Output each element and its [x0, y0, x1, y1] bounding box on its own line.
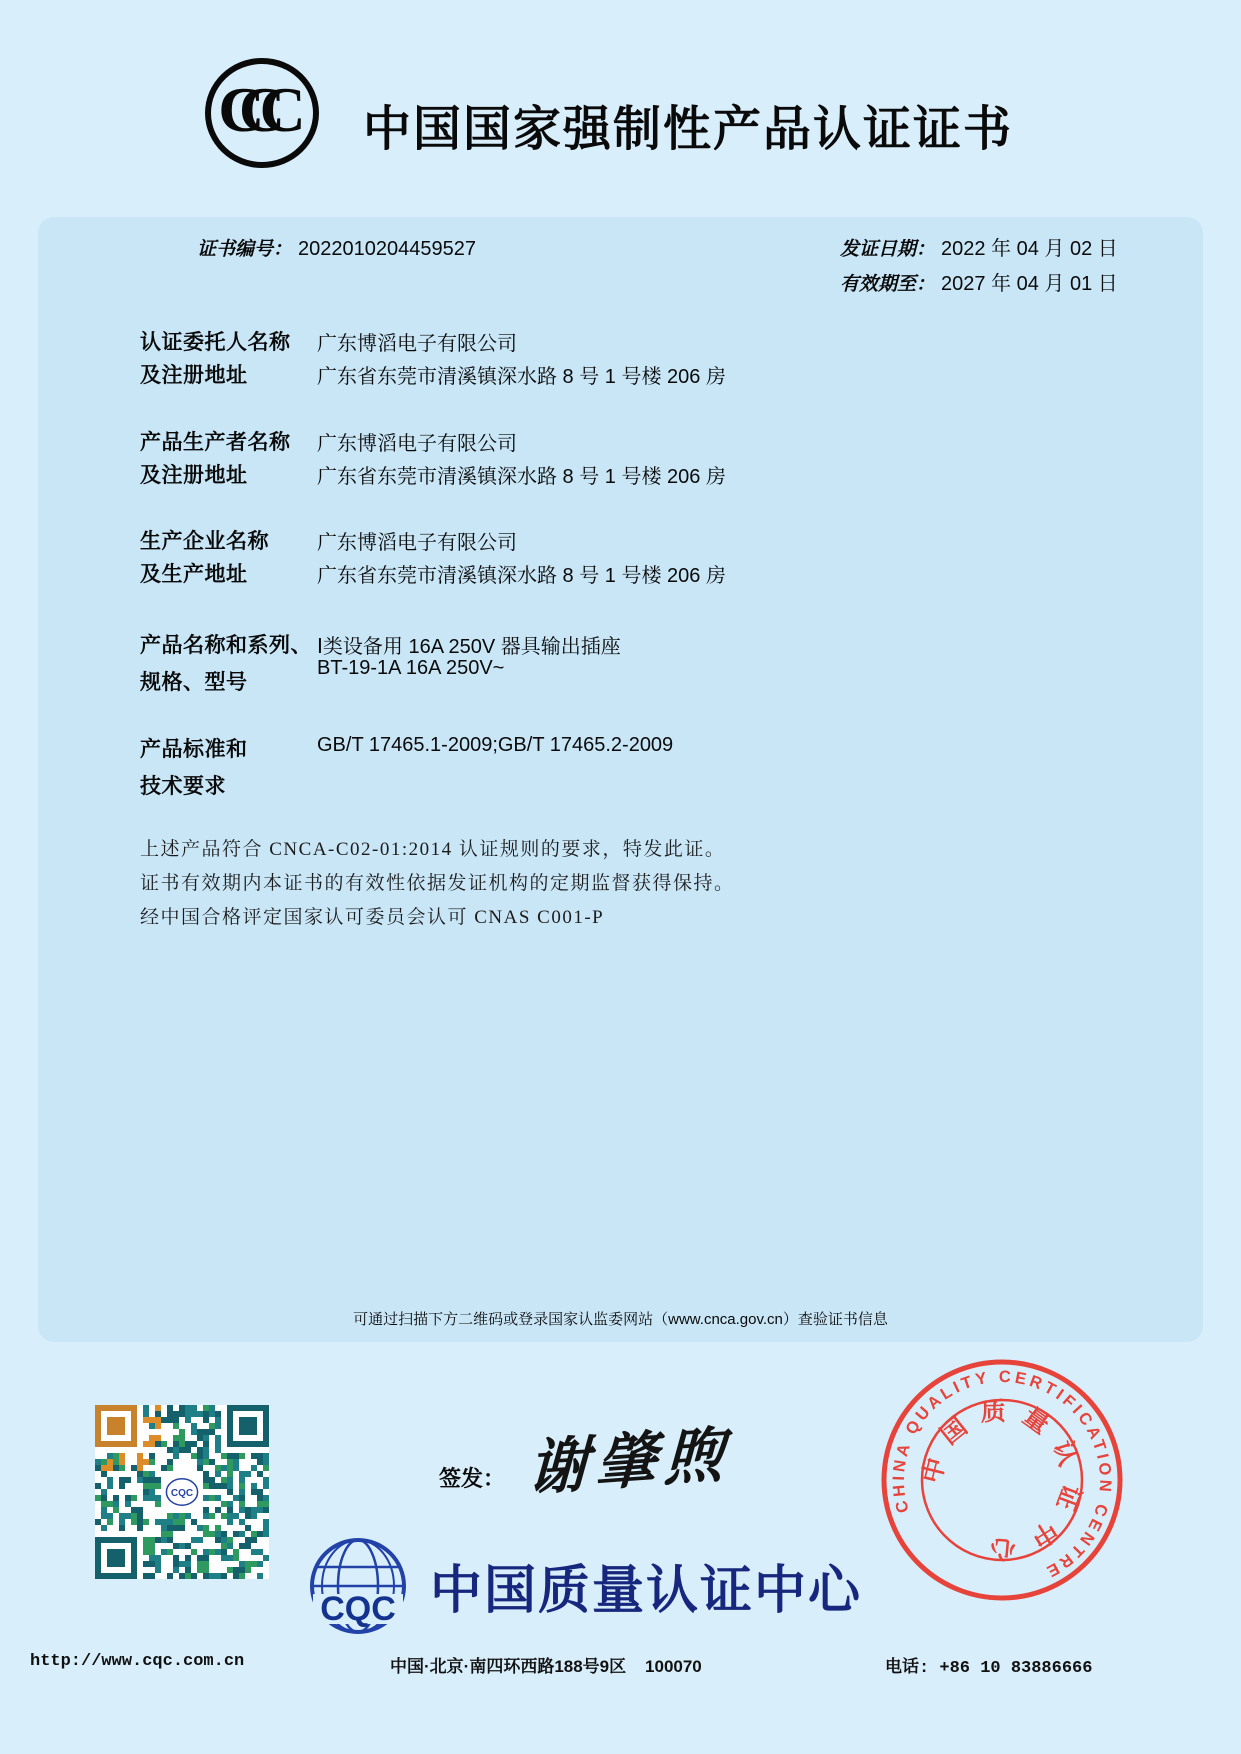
footer-phone: 电话: +86 10 83886666	[885, 1659, 1093, 1678]
cqc-seal	[841, 1319, 1164, 1642]
product-value-line2: BT-19-1A 16A 250V~	[317, 657, 505, 679]
footer-address: 中国·北京·南四环西路188号9区 100070	[390, 1657, 702, 1676]
statement-line-1: 上述产品符合 CNCA-C02-01:2014 认证规则的要求，特发此证。	[140, 839, 726, 860]
product-value-line1: Ⅰ类设备用 16A 250V 器具输出插座	[317, 636, 621, 658]
standard-label-line1: 产品标准和	[140, 738, 248, 761]
applicant-name-label: 认证委托人名称	[140, 331, 291, 354]
factory-address-value: 广东省东莞市清溪镇深水路 8 号 1 号楼 206 房	[317, 565, 726, 587]
footer-url: http://www.cqc.com.cn	[30, 1652, 245, 1671]
issue-date-row	[840, 232, 1118, 261]
expiry-date-label: 有效期至：	[840, 274, 936, 295]
signature: 谢肇煦	[526, 1421, 733, 1503]
product-label-line1: 产品名称和系列、	[140, 634, 312, 657]
certificate-number-row	[197, 234, 476, 261]
producer-address-value: 广东省东莞市清溪镇深水路 8 号 1 号楼 206 房	[317, 466, 726, 488]
qr-code	[95, 1405, 269, 1579]
signed-by-label: 签发：	[439, 1466, 506, 1491]
issue-date-value: 2022 年 04 月 02 日	[941, 238, 1118, 260]
factory-name-label: 生产企业名称	[140, 530, 269, 553]
producer-name-label: 产品生产者名称	[140, 431, 291, 454]
standard-label-line2: 技术要求	[140, 775, 226, 798]
producer-address-label: 及注册地址	[140, 464, 248, 487]
expiry-date-value: 2027 年 04 月 01 日	[941, 273, 1118, 295]
applicant-address-label: 及注册地址	[140, 364, 248, 387]
applicant-address-value: 广东省东莞市清溪镇深水路 8 号 1 号楼 206 房	[317, 366, 726, 388]
cqc-acronym: CQC	[320, 1590, 396, 1628]
expiry-date-row	[840, 267, 1118, 296]
statement-line-2: 证书有效期内本证书的有效性依据发证机构的定期监督获得保持。	[140, 873, 735, 894]
seal-outer-text: CHINA QUALITY CERTIFICATION CENTRE	[889, 1367, 1115, 1582]
verification-note: 可通过扫描下方二维码或登录国家认监委网站（www.cnca.gov.cn）查验证书信息	[353, 1311, 888, 1328]
producer-name-value: 广东博滔电子有限公司	[317, 433, 517, 455]
factory-address-label: 及生产地址	[140, 563, 248, 586]
product-label-line2: 规格、型号	[140, 671, 248, 694]
statement-line-3: 经中国合格评定国家认可委员会认可 CNAS C001-P	[140, 907, 605, 928]
factory-name-value: 广东博滔电子有限公司	[317, 532, 517, 554]
cqc-globe-icon	[303, 1534, 413, 1644]
ccc-mark-text: CCC	[218, 74, 281, 145]
standard-value: GB/T 17465.1-2009;GB/T 17465.2-2009	[317, 734, 674, 756]
certificate-number-value: 2022010204459527	[298, 238, 476, 260]
certificate-number-label: 证书编号：	[197, 239, 293, 260]
issuer-name: 中国质量认证中心	[430, 1562, 863, 1620]
seal-inner-text: 中国质量认证中心	[917, 1397, 1087, 1564]
svg-text:CQC: CQC	[170, 1488, 194, 1499]
issue-date-label: 发证日期：	[840, 239, 936, 260]
page-title: 中国国家强制性产品认证证书	[363, 103, 1014, 156]
applicant-name-value: 广东博滔电子有限公司	[317, 333, 517, 355]
ccc-mark-icon	[205, 58, 319, 168]
svg-text:CHINA QUALITY CERTIFICATION	[856, 1334, 1148, 1626]
